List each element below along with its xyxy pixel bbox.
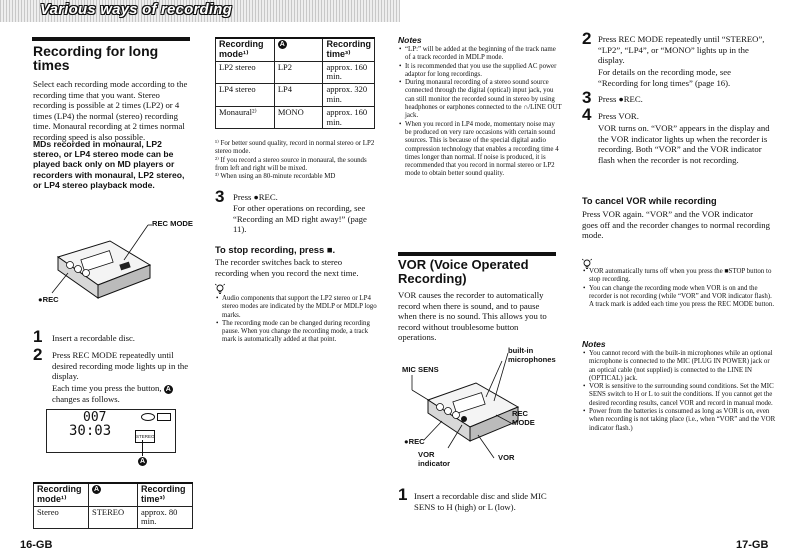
table-cell: approx. 160 min.	[323, 61, 375, 84]
table-cell: Monaural²⁾	[216, 106, 275, 129]
page-number-right: 17-GB	[736, 539, 769, 551]
lcd-pointer-line	[142, 440, 143, 456]
section-rule	[32, 37, 190, 41]
step-4-extra: VOR turns on. “VOR” appears in the display and the VOR indicator lights up when the recorder is recording. Both “VOR” and the VOR indicator flash when the recorder is not recording.	[598, 123, 770, 165]
table-footnotes	[215, 140, 375, 181]
page-number-left: 16-GB	[20, 539, 53, 551]
marker-a-icon: A	[93, 486, 100, 494]
list-item: • The recording mode can be changed during recording pause. When you change the recording mode, a track mark is automatically added at that point.	[222, 320, 382, 345]
list-item: • “LP:” will be added at the beginning of the track name of a track recorded in MDLP mode.	[405, 46, 562, 63]
table-row	[216, 61, 375, 84]
stop-recording-heading: To stop recording, press ■.	[215, 244, 336, 255]
table-cell: Stereo	[34, 506, 89, 529]
list-item: • VOR is sensitive to the surrounding sound conditions. Set the MIC SENS switch to H or L to suit the conditions. If you cannot get the desired recording results, cancel VOR and record in manual mode.	[589, 383, 777, 408]
vor-intro: VOR causes the recorder to automatically record when there is sound, and to pause when there is no sound. This allows you to record without troublesome button operations.	[398, 290, 547, 343]
table-cell: LP2 stereo	[216, 61, 275, 84]
table-cell: approx. 80 min.	[138, 506, 193, 529]
list-item: • During monaural recording of a stereo sound source connected through the digital (optical) input jack, you can still monitor the recorded sound in stereo by using headphones or earphones connected to the ∩/LINE OUT jack.	[405, 79, 562, 120]
list-item: • You cannot record with the built-in microphones while an optional microphone is connected to the MIC (PLUG IN POWER) jack or an optical cable (not supplied) is connected to the LINE IN (OPTICAL) jack.	[589, 350, 777, 383]
lightbulb-icon	[215, 283, 225, 295]
intro-paragraph: Select each recording mode according to the recording time that you want. Stereo recording is possible at 2 times (LP2) or 4 times (LP4) the normal (stereo) recording time. Monaural recording at 2 times normal recording speed is also possible.	[33, 79, 188, 142]
table-cell: LP4 stereo	[216, 84, 275, 107]
banner-title: Various ways of recording	[40, 1, 232, 18]
lcd-track-number: 007	[83, 410, 107, 425]
notes-heading: Notes	[582, 339, 606, 349]
step-4-text: Press VOR.	[598, 111, 639, 121]
footnote: ²⁾ If you record a stereo source in monaural, the sounds from left and right will be mixed.	[215, 156, 367, 172]
vor-indicator-label: VOR indicator	[418, 450, 451, 468]
step-2-text: Press REC MODE repeatedly until “STEREO”, “LP2”, “LP4”, or “MONO” lights up in the display.	[598, 34, 765, 66]
tips-list	[582, 268, 777, 309]
table-cell: approx. 320 min.	[323, 84, 375, 107]
table-cell: STEREO	[89, 506, 138, 529]
list-item: • VOR automatically turns off when you press the ■STOP button to stop recording.	[589, 268, 777, 285]
recording-mode-table-2	[215, 37, 375, 129]
cancel-vor-heading: To cancel VOR while recording	[582, 196, 717, 206]
lcd-mode-badge: STEREO	[135, 430, 155, 443]
table-header-cell: Recording mode¹⁾	[34, 483, 89, 506]
table-header-cell	[89, 483, 138, 506]
rec-button-label: ●REC	[404, 437, 425, 446]
marker-a-icon: A	[139, 458, 146, 465]
rec-mode-label: REC MODE	[512, 409, 535, 427]
tips-list	[215, 295, 382, 345]
table-cell: approx. 160 min.	[323, 106, 375, 129]
step-2-number: 2	[582, 29, 592, 48]
table-header-row	[34, 483, 193, 506]
vor-heading: VOR (Voice Operated Recording)	[398, 257, 529, 286]
step-1-text: Insert a recordable disc and slide MIC SENS to H (high) or L (low).	[414, 491, 547, 512]
lcd-time: 30:03	[69, 423, 112, 439]
rec-mode-label: REC MODE	[152, 219, 193, 228]
marker-a-icon: A	[165, 385, 171, 393]
cancel-vor-text: Press VOR again. “VOR” and the VOR indicator goes off and the recorder changes to normal recording mode.	[582, 209, 770, 241]
lcd-battery-icon	[157, 413, 171, 421]
step-2-number: 2	[33, 345, 43, 364]
table-cell: LP2	[274, 61, 323, 84]
step-2-extra: For details on the recording mode, see “Recording for long times” (page 16).	[598, 67, 731, 88]
marker-a-icon: A	[279, 41, 285, 49]
recording-mode-table-1	[33, 482, 193, 529]
table-header-cell: Recording time³⁾	[323, 38, 375, 61]
step-2-text: Press REC MODE repeatedly until desired recording mode lights up in the display.	[52, 350, 189, 382]
list-item: • Power from the batteries is consumed as long as VOR is on, even when recording is not taking place (i.e., when “VOR” and the VOR indicator flash.)	[589, 408, 777, 433]
step-3-text: Press ●REC.	[598, 94, 643, 104]
table-header-cell: Recording time³⁾	[138, 483, 193, 506]
table-cell: LP4	[274, 84, 323, 107]
vor-button-label: VOR	[498, 453, 515, 462]
step-4-number: 4	[582, 105, 592, 124]
step-1-number: 1	[33, 327, 43, 346]
list-item: • Audio components that support the LP2 stereo or LP4 stereo modes are indicated by the MDLP or MDLP logo marks.	[222, 295, 382, 320]
step-3-text: Press ●REC.	[233, 192, 278, 202]
footnote: ¹⁾ For better sound quality, record in normal stereo or LP2 stereo mode.	[215, 140, 375, 156]
table-row	[34, 506, 193, 529]
step-1-text: Insert a recordable disc.	[52, 333, 135, 343]
step-3-number: 3	[215, 187, 225, 206]
section-rule	[398, 252, 556, 256]
table-row	[216, 84, 375, 107]
table-header-row	[216, 38, 375, 61]
step-3-number: 3	[582, 88, 592, 107]
list-item: • You can change the recording mode when VOR is on and the recorder is not recording (while “VOR” and VOR indicator flash). A track mark is added each time you press the REC MODE button.	[589, 285, 777, 310]
lcd-disc-icon	[141, 413, 155, 421]
lcd-display	[46, 409, 176, 453]
step-1-number: 1	[398, 485, 408, 504]
footnote: ³⁾ When using an 80-minute recordable MD	[215, 173, 336, 181]
table-header-cell	[274, 38, 323, 61]
notes-list	[582, 350, 777, 433]
list-item: • When you record in LP4 mode, momentary noise may be produced on very rare occasions with certain sound sources. This is because of the special digital audio compression technology that enables a recording time 4 times longer than normal. If noise is produced, it is recommended that you record in normal stereo or LP2 mode to obtain better sound quality.	[405, 121, 562, 179]
mic-sens-label: MIC SENS	[402, 365, 439, 374]
section-heading: Recording for long times	[33, 43, 159, 73]
step-3-extra: For other operations on recording, see “Recording an MD right away!” (page 11).	[233, 203, 367, 235]
compatibility-note: MDs recorded in monaural, LP2 stereo, or LP4 stereo mode can be played back only on MD players or recorders with monaural, LP2 stereo, or LP4 stereo playback mode.	[33, 139, 185, 190]
table-header-cell: Recording mode¹⁾	[216, 38, 275, 61]
builtin-mic-label: built-in microphones	[508, 346, 556, 364]
table-row	[216, 106, 375, 129]
notes-heading: Notes	[398, 35, 422, 45]
notes-list	[398, 46, 562, 179]
list-item: • It is recommended that you use the supplied AC power adaptor for long recordings.	[405, 63, 562, 80]
stop-recording-text: The recorder switches back to stereo recording when you record the next time.	[215, 257, 359, 278]
step-2-extra: Each time you press the button, A changes as follows.	[52, 383, 171, 404]
table-cell: MONO	[274, 106, 323, 129]
rec-button-label: ●REC	[38, 295, 59, 304]
